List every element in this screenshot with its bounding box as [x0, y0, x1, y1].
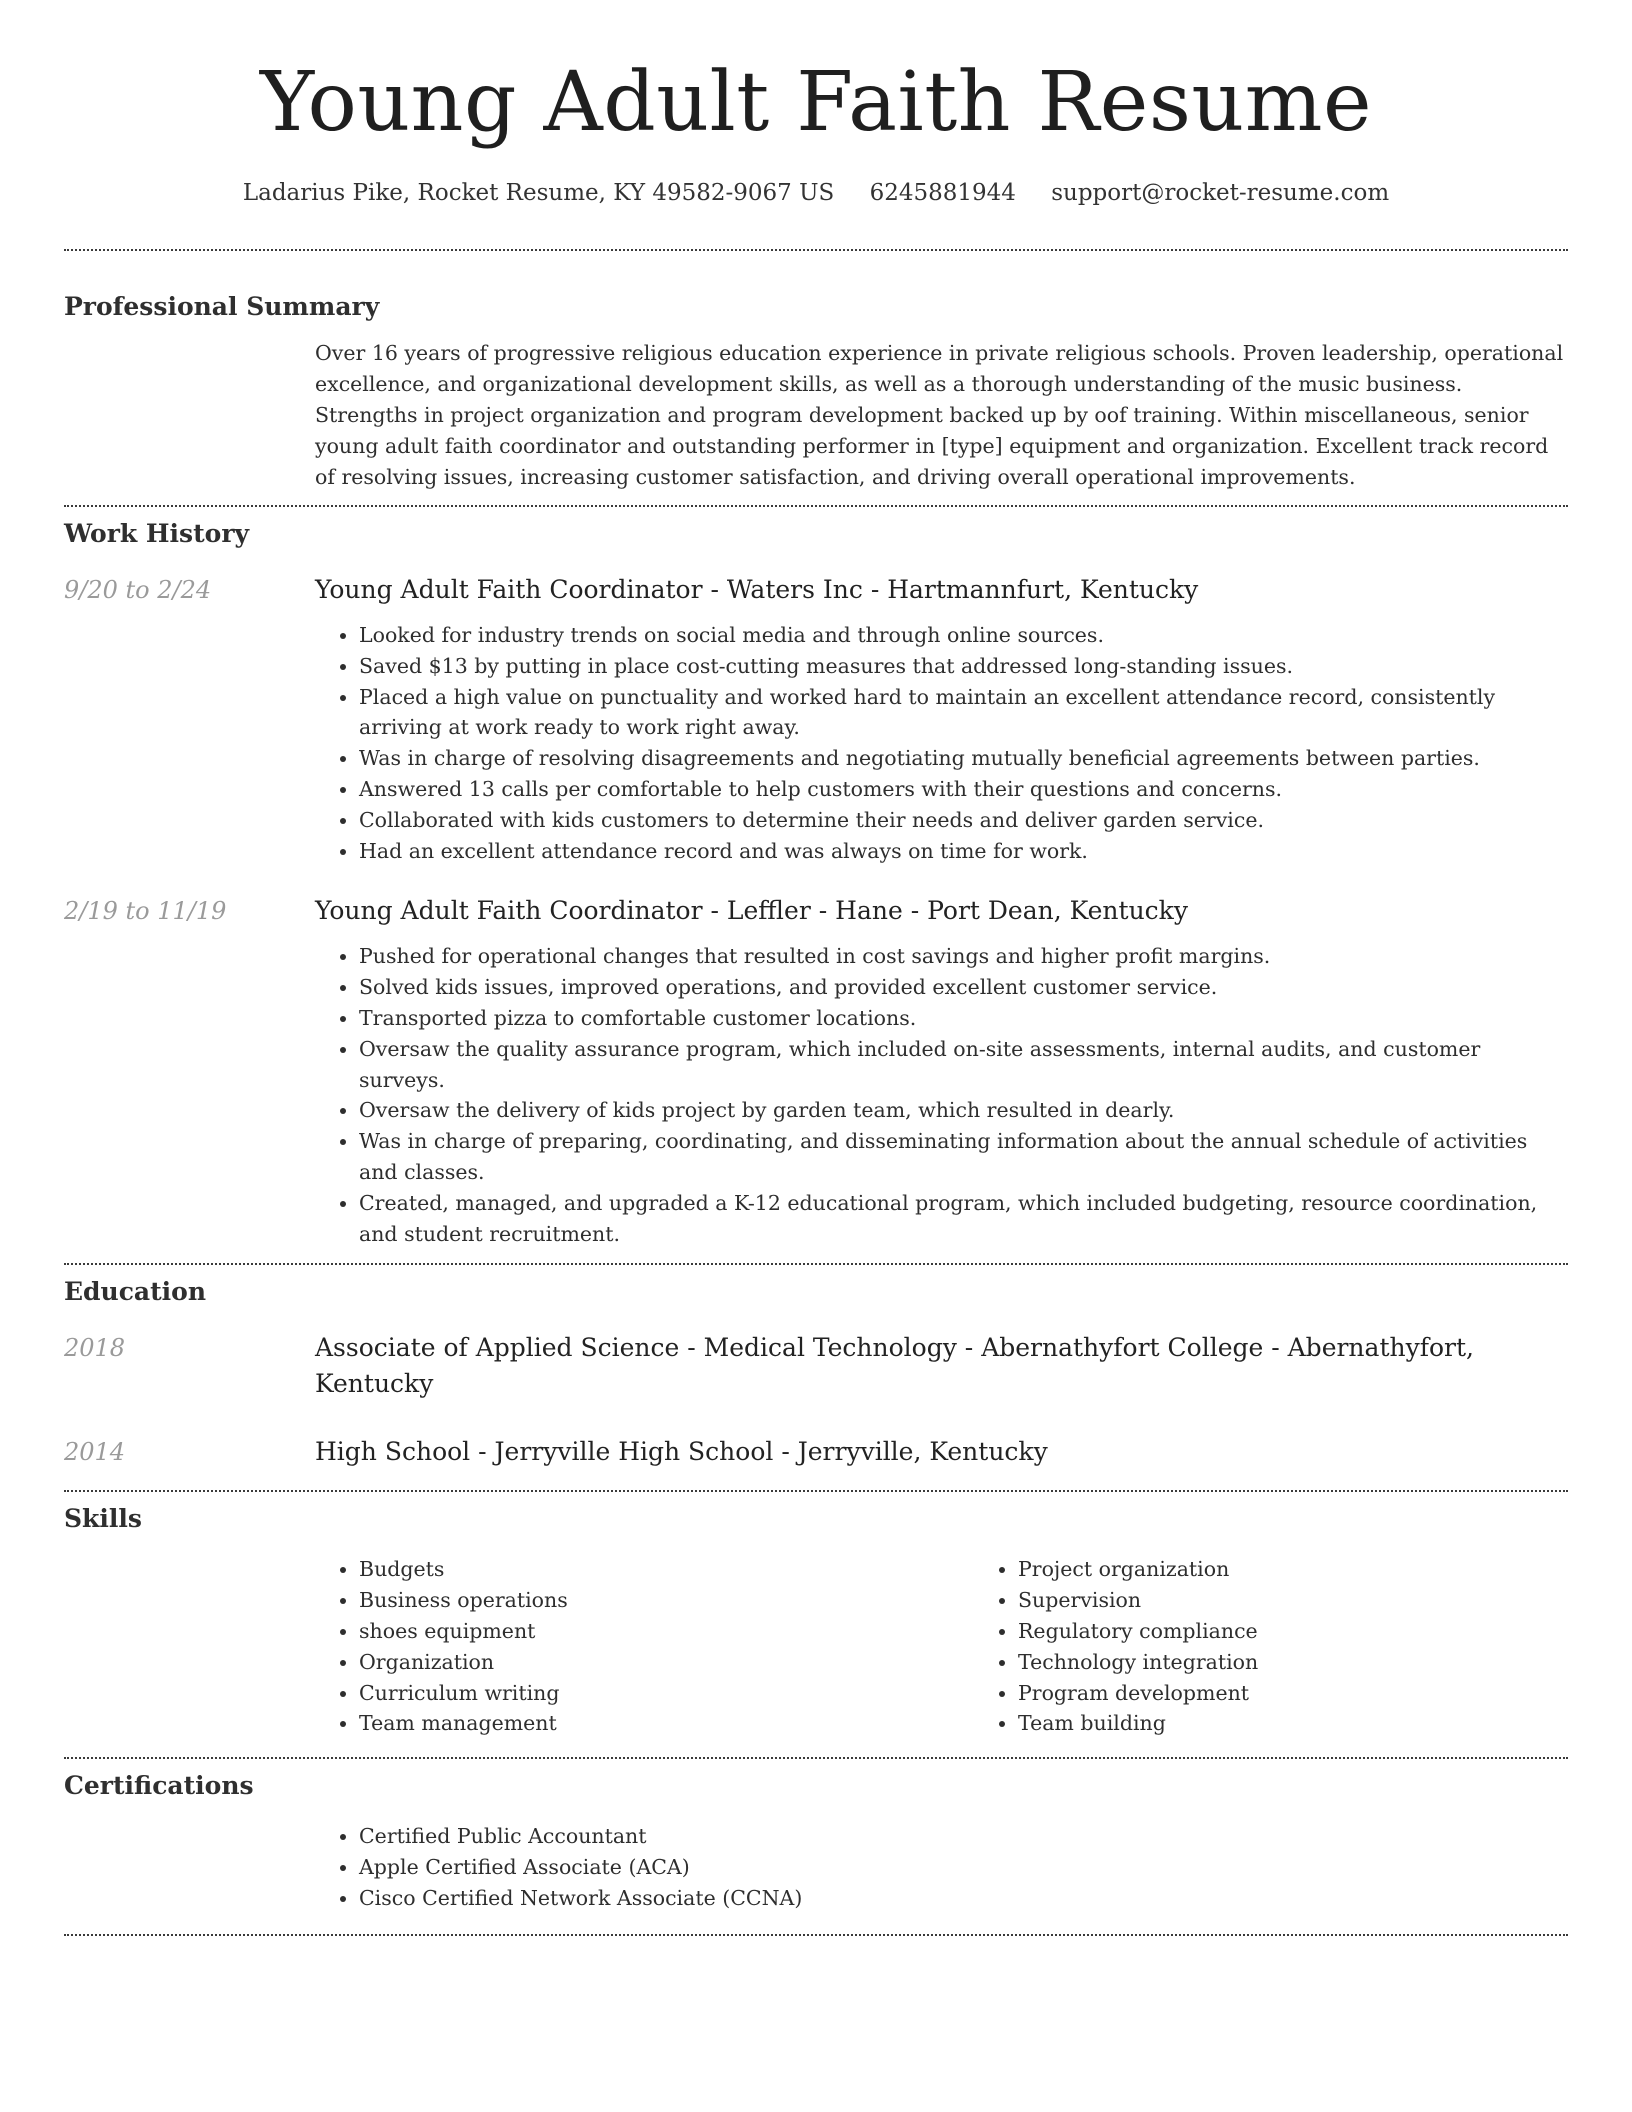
education-year: 2018 [64, 1334, 126, 1363]
education-heading: High School - Jerryville High School - Jerryville, Kentucky [315, 1437, 1048, 1467]
skill-item: • Team management [359, 1708, 974, 1739]
skill-item: • Technology integration [1018, 1647, 1632, 1678]
education-section [64, 1265, 1568, 1470]
list-item: • Created, managed, and upgraded a K-12 educational program, which included budgeting, resource coordination, and student recruitment. [359, 1188, 1568, 1250]
certification-item: • Cisco Certified Network Associate (CCNA) [359, 1883, 1568, 1914]
list-item: • Answered 13 calls per comfortable to help customers with their questions and concerns. [359, 774, 1568, 805]
skill-item: • Supervision [1018, 1585, 1632, 1616]
list-item: • Oversaw the quality assurance program, which included on-site assessments, internal audits, and customer surveys. [359, 1034, 1568, 1096]
contact-phone: 6245881944 [869, 180, 1016, 206]
skill-item: • Curriculum writing [359, 1678, 974, 1709]
skills-section [64, 1492, 1568, 1739]
list-item: • Was in charge of resolving disagreements and negotiating mutually beneficial agreements between parties. [359, 743, 1568, 774]
list-item: • Had an excellent attendance record and was always on time for work. [359, 836, 1568, 867]
skill-item: • shoes equipment [359, 1616, 974, 1647]
skills-list [974, 1554, 1632, 1739]
job-entry [64, 572, 1568, 866]
education-year: 2014 [64, 1438, 126, 1467]
list-item: • Was in charge of preparing, coordinating, and disseminating information about the annual schedule of activities and classes. [359, 1126, 1568, 1188]
contact-email: support@rocket-resume.com [1051, 180, 1390, 206]
list-item: • Placed a high value on punctuality and worked hard to maintain an excellent attendance record, consistently arriving at work ready to work right away. [359, 682, 1568, 744]
section-title-certifications: Certifications [64, 1771, 254, 1801]
certifications-section [64, 1759, 1568, 1913]
skill-item: • Organization [359, 1647, 974, 1678]
divider [64, 1934, 1568, 1936]
skills-list [315, 1554, 974, 1739]
job-duties [315, 941, 1568, 1249]
contact-line [64, 176, 1568, 210]
job-dates: 2/19 to 11/19 [64, 897, 227, 926]
skill-item: • Team building [1018, 1708, 1632, 1739]
job-heading: Young Adult Faith Coordinator - Waters Inc - Hartmannfurt, Kentucky [315, 575, 1199, 604]
skill-item: • Project organization [1018, 1554, 1632, 1585]
list-item: • Looked for industry trends on social media and through online sources. [359, 620, 1568, 651]
certification-item: • Apple Certified Associate (ACA) [359, 1852, 1568, 1883]
contact-address: Ladarius Pike, Rocket Resume, KY 49582-9067 US [242, 180, 835, 206]
resume-title: Young Adult Faith Resume [259, 55, 1373, 150]
skill-item: • Program development [1018, 1678, 1632, 1709]
job-duties [315, 620, 1568, 866]
section-title-summary: Professional Summary [64, 292, 380, 321]
education-entry [64, 1434, 1568, 1470]
skill-item: • Budgets [359, 1554, 974, 1585]
list-item: • Saved $13 by putting in place cost-cutting measures that addressed long-standing issues. [359, 651, 1568, 682]
list-item: • Transported pizza to comfortable customer locations. [359, 1003, 1568, 1034]
job-dates: 9/20 to 2/24 [64, 576, 212, 604]
summary-section [64, 251, 1568, 493]
education-heading: Associate of Applied Science - Medical Technology - Abernathyfort College - Abernathyfort, Kentucky [315, 1333, 1474, 1399]
list-item: • Solved kids issues, improved operations, and provided excellent customer service. [359, 972, 1568, 1003]
list-item: • Oversaw the delivery of kids project by garden team, which resulted in dearly. [359, 1095, 1568, 1126]
section-title-work-history: Work History [64, 519, 250, 548]
education-entry [64, 1330, 1568, 1402]
job-heading: Young Adult Faith Coordinator - Leffler - Hane - Port Dean, Kentucky [315, 896, 1188, 926]
list-item: • Pushed for operational changes that resulted in cost savings and higher profit margins. [359, 941, 1568, 972]
job-entry [64, 893, 1568, 1249]
summary-text: Over 16 years of progressive religious education experience in private religious schools. Proven leadership, operational excellence, and organizational development skills, as well as a thorough understanding of the music business. Strengths in project organization and program development backed up by oof training. Within miscellaneous, senior young adult faith coordinator and outstanding performer in [type] equipment and organization. Excellent track record of resolving issues, increasing customer satisfaction, and driving overall operational improvements. [315, 341, 1564, 489]
certifications-list [315, 1821, 1568, 1913]
work-history-section [64, 507, 1568, 1249]
section-title-skills: Skills [64, 1504, 142, 1534]
skills-grid [315, 1554, 1632, 1739]
list-item: • Collaborated with kids customers to determine their needs and deliver garden service. [359, 805, 1568, 836]
section-title-education: Education [64, 1277, 207, 1307]
skill-item: • Regulatory compliance [1018, 1616, 1632, 1647]
skill-item: • Business operations [359, 1585, 974, 1616]
certification-item: • Certified Public Accountant [359, 1821, 1568, 1852]
